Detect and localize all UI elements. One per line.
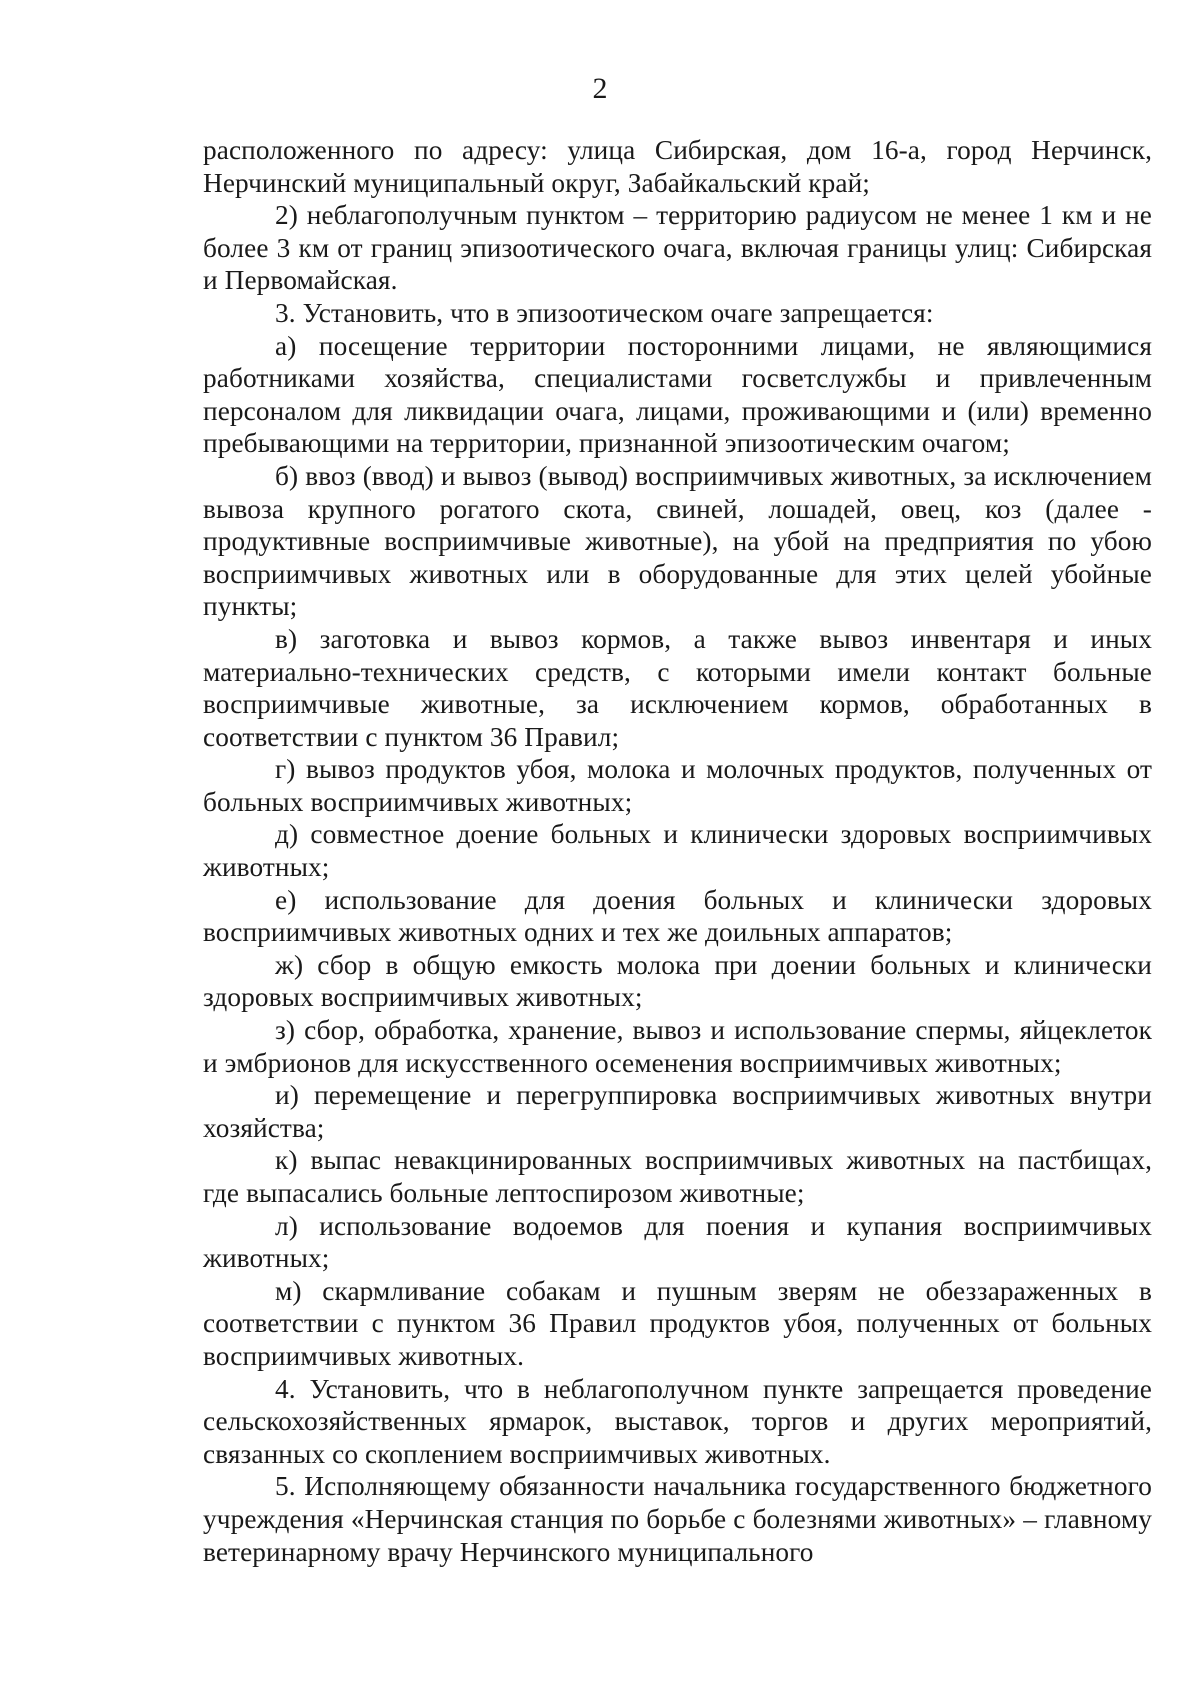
paragraph-item-3g: г) вывоз продуктов убоя, молока и молочных продуктов, полученных от больных восприимчивых животных;	[203, 754, 1152, 817]
paragraph-item-3v: в) заготовка и вывоз кормов, а также вывоз инвентаря и иных материально-технических средств, с которыми имели контакт больные восприимчивые животные, за исключением кормов, обработанных в соответствии с пунктом 36 Правил;	[203, 623, 1152, 752]
document-body	[203, 134, 1152, 1568]
paragraph-item-5: 5. Исполняющему обязанности начальника государственного бюджетного учреждения «Нерчинская станция по борьбе с болезнями животных» – главному ветеринарному врачу Нерчинского муниципального	[203, 1471, 1152, 1567]
paragraph-item-3-heading: 3. Установить, что в эпизоотическом очаге запрещается:	[275, 297, 934, 328]
paragraph-item-3k: к) выпас невакцинированных восприимчивых животных на пастбищах, где выпасались больные лептоспирозом животные;	[203, 1145, 1152, 1208]
paragraph-item-3b: б) ввоз (ввод) и вывоз (вывод) восприимчивых животных, за исключением вывоза крупного рогатого скота, свиней, лошадей, овец, коз (далее - продуктивные восприимчивые животные), на убой на предприятия по убою восприимчивых животных или в оборудованные для этих целей убойные пункты;	[203, 460, 1152, 622]
paragraph-item-3zh: ж) сбор в общую емкость молока при доении больных и клинически здоровых восприимчивых животных;	[203, 949, 1152, 1013]
paragraph-item-3i: и) перемещение и перегруппировка восприимчивых животных внутри хозяйства;	[203, 1080, 1152, 1143]
paragraph-item-4: 4. Установить, что в неблагополучном пункте запрещается проведение сельскохозяйственных ярмарок, выставок, торгов и других мероприятий, связанных со скоплением восприимчивых животных.	[203, 1373, 1152, 1469]
paragraph-item-3l: л) использование водоемов для поения и купания восприимчивых животных;	[203, 1210, 1152, 1274]
paragraph-unfavorable-point-definition: 2) неблагополучным пунктом – территорию радиусом не менее 1 км и не более 3 км от границ эпизоотического очага, включая границы улиц: Сибирская и Первомайская.	[203, 200, 1152, 296]
paragraph-item-3d: д) совместное доение больных и клинически здоровых восприимчивых животных;	[203, 819, 1152, 883]
paragraph-item-3z: з) сбор, обработка, хранение, вывоз и использование спермы, яйцеклеток и эмбрионов для искусственного осеменения восприимчивых животных;	[203, 1015, 1152, 1078]
paragraph-item-3m: м) скармливание собакам и пушным зверям не обеззараженных в соответствии с пунктом 36 Правил продуктов убоя, полученных от больных восприимчивых животных.	[203, 1275, 1152, 1371]
paragraph-item-3a: а) посещение территории посторонними лицами, не являющимися работниками хозяйства, специалистами госветслужбы и привлеченным персоналом для ликвидации очага, лицами, проживающими и (или) временно пребывающими на территории, признанной эпизоотическим очагом;	[203, 330, 1152, 459]
paragraph-address-continuation: расположенного по адресу: улица Сибирская, дом 16-а, город Нерчинск, Нерчинский муниципальный округ, Забайкальский край;	[203, 135, 1152, 198]
page-number: 2	[592, 72, 608, 105]
paragraph-item-3e: е) использование для доения больных и клинически здоровых восприимчивых животных одних и тех же доильных аппаратов;	[203, 884, 1152, 948]
